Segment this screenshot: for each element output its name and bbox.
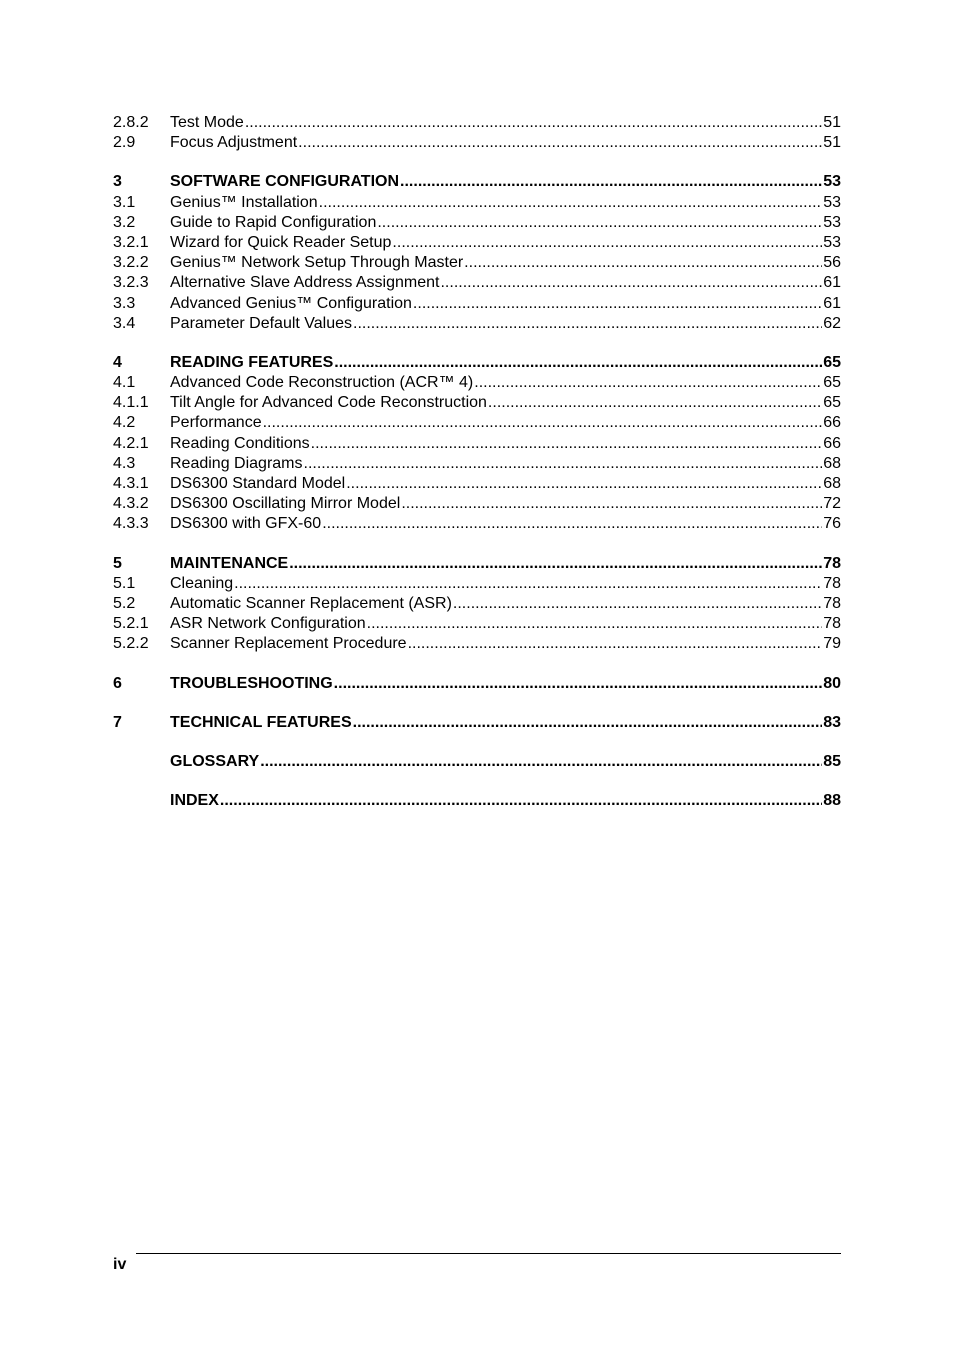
toc-entry[interactable]	[113, 413, 841, 433]
toc-entry-page: 65	[823, 353, 841, 371]
toc-entry-title: Guide to Rapid Configuration	[170, 213, 377, 231]
toc-dot-leader	[334, 353, 822, 373]
toc-dot-leader	[245, 113, 822, 133]
toc-entry-page: 56	[823, 254, 841, 272]
footer-page-number: iv	[113, 1256, 127, 1273]
toc-entry-page: 78	[823, 615, 841, 633]
toc-entry-title: MAINTENANCE	[170, 554, 289, 572]
toc-entry-number: 2.9	[113, 134, 136, 152]
toc-entry-number: 3.2	[113, 213, 136, 231]
toc-entry[interactable]	[113, 133, 841, 153]
toc-entry-title: DS6300 Standard Model	[170, 475, 346, 492]
toc-entry[interactable]	[113, 213, 841, 233]
toc-entry[interactable]	[113, 294, 841, 314]
toc-entry[interactable]	[113, 373, 841, 393]
toc-entry[interactable]	[113, 614, 841, 634]
toc-dot-leader	[453, 594, 822, 614]
toc-entry-title: Genius™ Installation	[170, 193, 318, 211]
toc-entry[interactable]	[113, 233, 841, 253]
toc-dot-leader	[377, 213, 822, 233]
toc-entry-title: READING FEATURES	[170, 353, 334, 371]
toc-entry[interactable]	[113, 494, 841, 514]
toc-entry-number: 3	[113, 173, 122, 191]
toc-entry-number: 4	[113, 353, 122, 371]
toc-entry-title: Reading Diagrams	[170, 454, 303, 472]
toc-entry-page: 88	[823, 792, 841, 810]
toc-entry-page: 53	[823, 213, 841, 231]
toc-dot-leader	[408, 634, 823, 654]
toc-entry-number: 3.1	[113, 193, 136, 211]
toc-entry-title: TECHNICAL FEATURES	[170, 713, 352, 731]
toc-entry[interactable]	[113, 574, 841, 594]
toc-entry-page: 53	[823, 173, 841, 191]
toc-entry-number: 4.1	[113, 374, 136, 392]
toc-entry-number: 4.1.1	[113, 394, 149, 412]
toc-entry-page: 68	[823, 475, 841, 492]
toc-entry-number: 5.1	[113, 574, 136, 592]
toc-entry[interactable]	[113, 791, 841, 811]
toc-entry-title: TROUBLESHOOTING	[170, 674, 333, 692]
toc-entry-page: 53	[823, 233, 841, 251]
toc-dot-leader	[353, 713, 823, 733]
toc-entry[interactable]	[113, 434, 841, 454]
toc-dot-leader	[298, 133, 822, 153]
toc-entry-title: Advanced Code Reconstruction (ACR™ 4)	[170, 374, 474, 392]
toc-entry-number: 3.3	[113, 294, 136, 312]
toc-entry-page: 66	[823, 434, 841, 452]
toc-entry-title: Wizard for Quick Reader Setup	[170, 233, 392, 251]
toc-entry-page: 85	[823, 752, 841, 770]
toc-entry-title: Focus Adjustment	[170, 134, 298, 152]
toc-dot-leader	[260, 752, 822, 772]
toc-dot-leader	[474, 373, 822, 393]
toc-entry-title: DS6300 with GFX-60	[170, 515, 322, 533]
toc-entry[interactable]	[113, 193, 841, 213]
toc-entry[interactable]	[113, 172, 841, 192]
toc-entry-page: 61	[823, 294, 841, 312]
toc-entry-title: Automatic Scanner Replacement (ASR)	[170, 594, 452, 612]
toc-entry-number: 3.2.2	[113, 254, 149, 272]
toc-dot-leader	[220, 791, 822, 811]
toc-entry-title: Performance	[170, 414, 262, 432]
toc-entry-title: DS6300 Oscillating Mirror Model	[170, 495, 401, 513]
toc-dot-leader	[400, 172, 822, 192]
toc-entry-page: 61	[823, 274, 841, 292]
toc-entry-page: 76	[823, 515, 841, 533]
toc-entry-title: Parameter Default Values	[170, 314, 353, 332]
toc-entry-number: 6	[113, 674, 122, 692]
toc-entry[interactable]	[113, 594, 841, 614]
toc-entry-title: GLOSSARY	[170, 752, 260, 770]
toc-entry-number: 4.3.3	[113, 515, 149, 533]
toc-dot-leader	[488, 393, 822, 413]
toc-entry-number: 5.2.1	[113, 615, 149, 633]
toc-dot-leader	[311, 434, 823, 454]
toc-entry-title: Cleaning	[170, 574, 234, 592]
toc-entry-number: 7	[113, 713, 122, 731]
toc-entry-page: 72	[823, 495, 841, 513]
toc-entry[interactable]	[113, 253, 841, 273]
toc-entry[interactable]	[113, 713, 841, 733]
toc-dot-leader	[353, 314, 822, 334]
toc-dot-leader	[289, 554, 822, 574]
toc-entry-title: Tilt Angle for Advanced Code Reconstruction	[170, 394, 487, 412]
toc-entry[interactable]	[113, 554, 841, 574]
toc-entry[interactable]	[113, 474, 841, 494]
toc-dot-leader	[464, 253, 822, 273]
toc-entry-page: 78	[823, 554, 841, 572]
toc-entry-title: Test Mode	[170, 114, 244, 131]
toc-entry-number: 2.8.2	[113, 114, 149, 131]
toc-dot-leader	[319, 193, 823, 213]
toc-entry-page: 65	[823, 374, 841, 392]
toc-dot-leader	[440, 273, 822, 293]
toc-entry-title: Advanced Genius™ Configuration	[170, 294, 412, 312]
toc-entry-page: 78	[823, 574, 841, 592]
toc-dot-leader	[322, 514, 822, 534]
toc-entry-page: 65	[823, 394, 841, 412]
toc-entry-page: 51	[823, 134, 841, 152]
footer-divider	[136, 1253, 841, 1254]
toc-entry-number: 3.4	[113, 314, 136, 332]
toc-entry[interactable]	[113, 634, 841, 654]
toc-entry-title: Scanner Replacement Procedure	[170, 635, 407, 653]
toc-dot-leader	[234, 574, 822, 594]
toc-entry-number: 4.3.2	[113, 495, 149, 513]
toc-entry-page: 83	[823, 713, 841, 731]
toc-entry[interactable]	[113, 752, 841, 772]
toc-entry[interactable]	[113, 514, 841, 534]
toc-entry-page: 80	[823, 674, 841, 692]
toc-entry-page: 51	[823, 114, 841, 131]
toc-entry[interactable]	[113, 454, 841, 474]
toc-entry-number: 4.2	[113, 414, 136, 432]
toc-dot-leader	[304, 454, 823, 474]
toc-entry-page: 62	[823, 314, 841, 332]
toc-entry-page: 79	[823, 635, 841, 653]
toc-entry-title: Reading Conditions	[170, 434, 310, 452]
toc-entry-title: SOFTWARE CONFIGURATION	[170, 173, 400, 191]
toc-entry-number: 5.2	[113, 594, 136, 612]
toc-entry-page: 68	[823, 454, 841, 472]
toc-entry-page: 53	[823, 193, 841, 211]
toc-dot-leader	[413, 294, 822, 314]
toc-entry-title: Genius™ Network Setup Through Master	[170, 254, 464, 272]
toc-entry-number: 3.2.3	[113, 274, 149, 292]
toc-dot-leader	[367, 614, 823, 634]
toc-entry-number: 4.3	[113, 454, 136, 472]
toc-entry[interactable]	[113, 273, 841, 293]
toc-entry-number: 5	[113, 554, 122, 572]
toc-entry[interactable]	[113, 393, 841, 413]
toc-entry-title: INDEX	[170, 792, 219, 810]
toc-dot-leader	[401, 494, 822, 514]
toc-entry-number: 3.2.1	[113, 233, 149, 251]
toc-entry-title: ASR Network Configuration	[170, 615, 366, 633]
toc-dot-leader	[346, 474, 822, 494]
toc-dot-leader	[334, 674, 823, 694]
toc-entry[interactable]	[113, 314, 841, 334]
toc-entry-number: 4.2.1	[113, 434, 149, 452]
toc-entry-page: 78	[823, 594, 841, 612]
toc-entry-number: 4.3.1	[113, 475, 149, 492]
toc-entry-title: Alternative Slave Address Assignment	[170, 274, 440, 292]
toc-entry[interactable]	[113, 353, 841, 373]
toc-entry-number: 5.2.2	[113, 635, 149, 653]
toc-entry-page: 66	[823, 414, 841, 432]
toc-dot-leader	[392, 233, 822, 253]
toc-entry[interactable]	[113, 674, 841, 694]
toc-dot-leader	[263, 413, 823, 433]
toc-entry[interactable]	[113, 113, 841, 133]
table-of-contents	[113, 113, 841, 811]
